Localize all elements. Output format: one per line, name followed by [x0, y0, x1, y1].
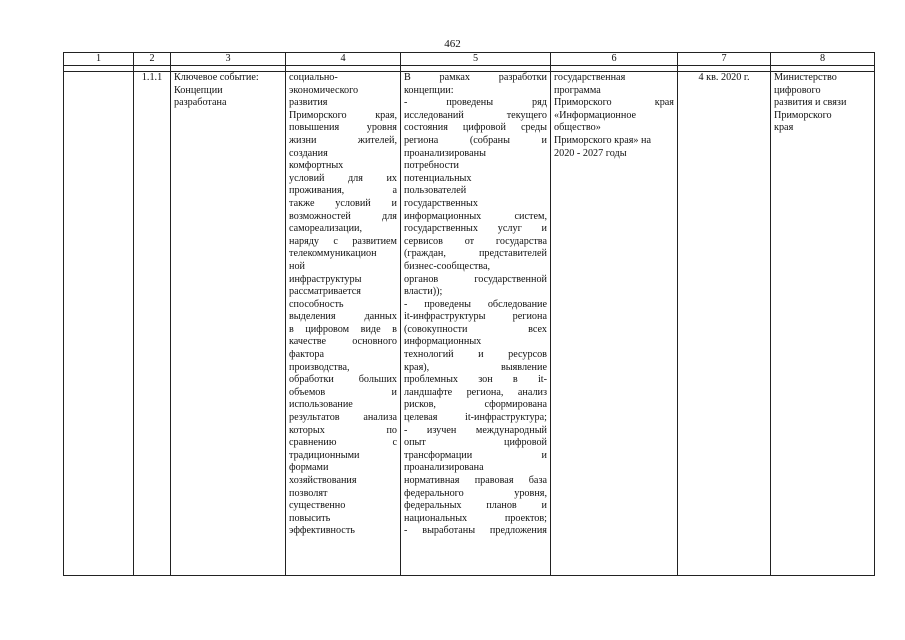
description-line: результатов анализа	[289, 412, 397, 424]
description-line: в цифровом виде в	[289, 323, 397, 335]
results-line: федеральных планов и	[404, 500, 547, 512]
page-number: 462	[444, 38, 461, 50]
cell-deadline: 4 кв. 2020 г.	[678, 72, 771, 576]
description-line: обработки больших	[289, 374, 397, 386]
description-line: также условий и	[289, 197, 397, 209]
program-line: государственная	[554, 72, 626, 83]
program-line: общество»	[554, 122, 601, 134]
results-line: национальных проектов;	[404, 512, 547, 524]
description-line: наряду с развитием	[289, 235, 397, 247]
description-line: создания	[289, 147, 328, 159]
description-line: социально-	[289, 72, 338, 83]
responsible-line: Приморского	[774, 109, 832, 121]
description-line: сравнению с	[289, 437, 397, 449]
results-line: трансформации и	[404, 449, 547, 461]
results-line: государственных	[404, 197, 478, 209]
results-line: ландшафте региона, анализ	[404, 386, 547, 398]
description-line: повысить	[289, 512, 331, 524]
program-line: «Информационное	[554, 109, 637, 121]
description-line: использование	[289, 399, 353, 411]
results-line: потребности	[404, 160, 460, 172]
description-line: телекоммуникацион	[289, 248, 377, 260]
header-cell-6: 6	[551, 53, 678, 66]
description-line: развития	[289, 97, 328, 109]
results-line: проанализированы	[404, 147, 486, 159]
results-line: - проведены ряд	[404, 97, 547, 109]
description-line: проживания, а	[289, 185, 397, 197]
responsible-line: края	[774, 122, 794, 134]
description-line: традиционными	[289, 449, 360, 461]
description-line: рассматривается	[289, 286, 361, 298]
header-cell-7: 7	[678, 53, 771, 66]
results-line: it-инфраструктуры региона	[404, 311, 547, 323]
description-line: жизни жителей,	[289, 134, 397, 146]
results-line: бизнес-сообщества,	[404, 260, 491, 272]
description-line: хозяйствования	[289, 475, 357, 486]
description-line: эффективность	[289, 525, 355, 537]
results-line: - проведены обследование	[404, 298, 547, 310]
description-line: повышения уровня	[289, 122, 397, 134]
program-line: Приморского края» на	[554, 134, 652, 146]
cell-description	[286, 72, 401, 576]
description-line: выделения данных	[289, 311, 397, 323]
cell-program	[551, 72, 678, 576]
cell-item-number: 1.1.1	[134, 72, 171, 576]
results-line: технологий и ресурсов	[404, 349, 547, 361]
results-line: сервисов от государства	[404, 235, 547, 247]
description-line: возможностей для	[289, 210, 397, 222]
results-line: рисков, сформирована	[404, 399, 547, 411]
results-line: (граждан, представителей	[404, 248, 547, 260]
description-line: фактора	[289, 349, 324, 361]
header-cell-2: 2	[134, 53, 171, 66]
header-cell-8: 8	[771, 53, 875, 66]
results-line: (совокупности всех	[404, 323, 547, 335]
results-line: опыт цифровой	[404, 437, 547, 449]
description-line: объемов и	[289, 386, 397, 398]
cell-results	[401, 72, 551, 576]
cell-event	[171, 72, 286, 576]
event-line: разработана	[174, 97, 227, 109]
description-line: позволят	[289, 487, 328, 499]
results-line: органов государственной	[404, 273, 547, 285]
cell-col1	[64, 72, 134, 576]
results-line: проблемных зон в it-	[404, 374, 547, 386]
description-line: существенно	[289, 500, 346, 512]
results-line: информационных систем,	[404, 210, 547, 222]
description-line: самореализации,	[289, 223, 363, 235]
results-line: исследований текущего	[404, 109, 547, 121]
results-line: - выработаны предложения	[404, 525, 547, 537]
results-line: региона (собраны и	[404, 134, 547, 146]
results-line: потенциальных	[404, 172, 472, 184]
results-line: целевая it-инфраструктура;	[404, 412, 547, 424]
results-line: пользователей	[404, 185, 467, 197]
description-line: условий для их	[289, 172, 397, 184]
results-line: нормативная правовая база	[404, 475, 547, 486]
header-cell-3: 3	[171, 53, 286, 66]
results-line: концепции:	[404, 84, 454, 96]
description-line: ной	[289, 260, 305, 272]
responsible-line: Министерство	[774, 72, 837, 83]
event-line: Концепции	[174, 84, 223, 96]
results-line: края), выявление	[404, 361, 547, 373]
description-line: качестве основного	[289, 336, 397, 348]
event-line: Ключевое событие:	[174, 72, 259, 83]
responsible-line: цифрового	[774, 84, 821, 96]
description-line: экономического	[289, 84, 359, 96]
header-cell-5: 5	[401, 53, 551, 66]
results-line: власти));	[404, 286, 443, 298]
results-line: государственных услуг и	[404, 223, 547, 235]
results-line: федерального уровня,	[404, 487, 547, 499]
description-line: инфраструктуры	[289, 273, 362, 285]
responsible-line: развития и связи	[774, 97, 847, 109]
results-line: - изучен международный	[404, 424, 547, 436]
description-line: формами	[289, 462, 329, 474]
cell-responsible	[771, 72, 875, 576]
program-line: программа	[554, 84, 601, 96]
program-line: 2020 - 2027 годы	[554, 147, 627, 159]
results-line: состояния цифровой среды	[404, 122, 547, 134]
results-line: информационных	[404, 336, 482, 348]
description-line: которых по	[289, 424, 397, 436]
table-row	[64, 72, 875, 576]
results-line: В рамках разработки	[404, 72, 547, 83]
description-line: комфортных	[289, 160, 344, 172]
header-cell-4: 4	[286, 53, 401, 66]
header-row	[64, 53, 875, 66]
program-line: Приморского края	[554, 97, 674, 109]
description-line: Приморского края,	[289, 109, 397, 121]
document-table	[63, 52, 875, 576]
description-line: производства,	[289, 361, 350, 373]
description-line: способность	[289, 298, 344, 310]
results-line: проанализирована	[404, 462, 484, 474]
header-cell-1: 1	[64, 53, 134, 66]
